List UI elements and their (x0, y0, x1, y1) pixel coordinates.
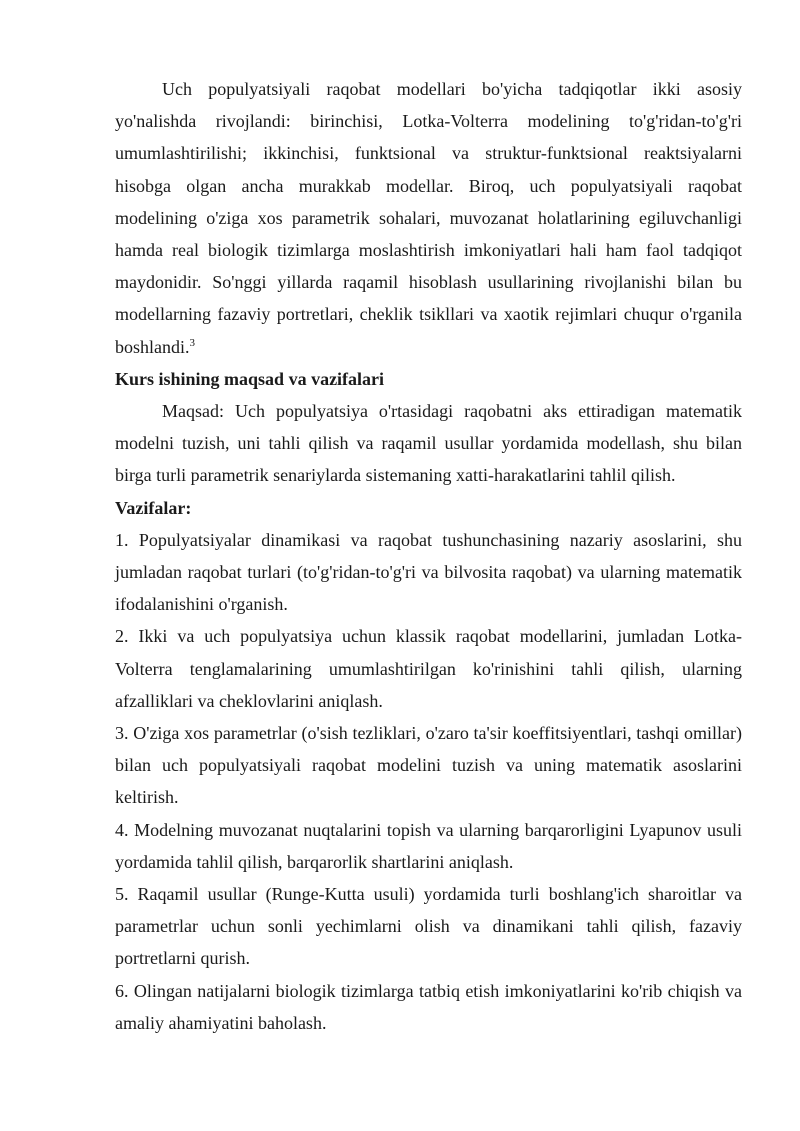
goals-heading: Kurs ishining maqsad va vazifalari (115, 368, 385, 389)
task-item-2: 2. Ikki va uch populyatsiya uchun klassik raqobat modellarini, jumladan Lotka-Volterra tenglamalarining umumlashtirilgan ko'rinishini tahli qilish, ularning afzalliklari va cheklovlarini aniqlash. (115, 626, 742, 711)
task-item-5: 5. Raqamil usullar (Runge-Kutta usuli) yordamida turli boshlang'ich sharoitlar va parametrlar uchun sonli yechimlarni olish va dinamikani tahli qilish, fazaviy portretlarni qurish. (115, 884, 742, 969)
task-item-3: 3. O'ziga xos parametrlar (o'sish tezliklari, o'zaro ta'sir koeffitsiyentlari, tashqi omillar) bilan uch populyatsiyali raqobat modelini tuzish va uning matematik asoslarini keltirish. (115, 723, 742, 808)
tasks-heading: Vazifalar: (115, 497, 192, 518)
intro-paragraph (115, 73, 742, 363)
task-item-1: 1. Populyatsiyalar dinamikasi va raqobat tushunchasining nazariy asoslarini, shu jumladan raqobat turlari (to'g'ridan-to'g'ri va bilvosita raqobat) va ularning matematik ifodalanishini o'rganish. (115, 529, 742, 615)
document-page (115, 73, 742, 1039)
task-item-6: 6. Olingan natijalarni biologik tizimlarga tatbiq etish imkoniyatlarini ko'rib chiqish va amaliy ahamiyatini baholash. (115, 980, 742, 1033)
intro-text: Uch populyatsiyali raqobat modellari bo'yicha tadqiqotlar ikki asosiy yo'nalishda rivojlandi: birinchisi, Lotka-Volterra modelining to'g'ridan-to'g'ri umumlashtirilishi; ikkinchisi, funktsional va struktur-funktsional reaktsiyalarni hisobga olgan ancha murakkab modellar. Biroq, uch populyatsiyali raqobat modelining o'ziga xos parametrik sohalari, muvozanat holatlarining egiluvchanligi hamda real biologik tizimlarga moslashtirish imkoniyatlari hali ham faol tadqiqot maydonidir. So'nggi yillarda raqamil hisoblash usullarining rivojlanishi bilan bu modellarning fazaviy portretlari, cheklik tsikllari va xaotik rejimlari chuqur o'rganila boshlandi. (115, 79, 742, 357)
task-item-4: 4. Modelning muvozanat nuqtalarini topish va ularning barqarorligini Lyapunov usuli yordamida tahlil qilish, barqarorlik shartlarini aniqlash. (115, 819, 742, 872)
footnote-marker: 3 (189, 336, 195, 349)
goal-paragraph: Maqsad: Uch populyatsiya o'rtasidagi raqobatni aks ettiradigan matematik modelni tuzish, uni tahli qilish va raqamil usullar yordamida modellash, shu bilan birga turli parametrik senariylarda sistemaning xatti-harakatlarini tahlil qilish. (115, 401, 742, 486)
